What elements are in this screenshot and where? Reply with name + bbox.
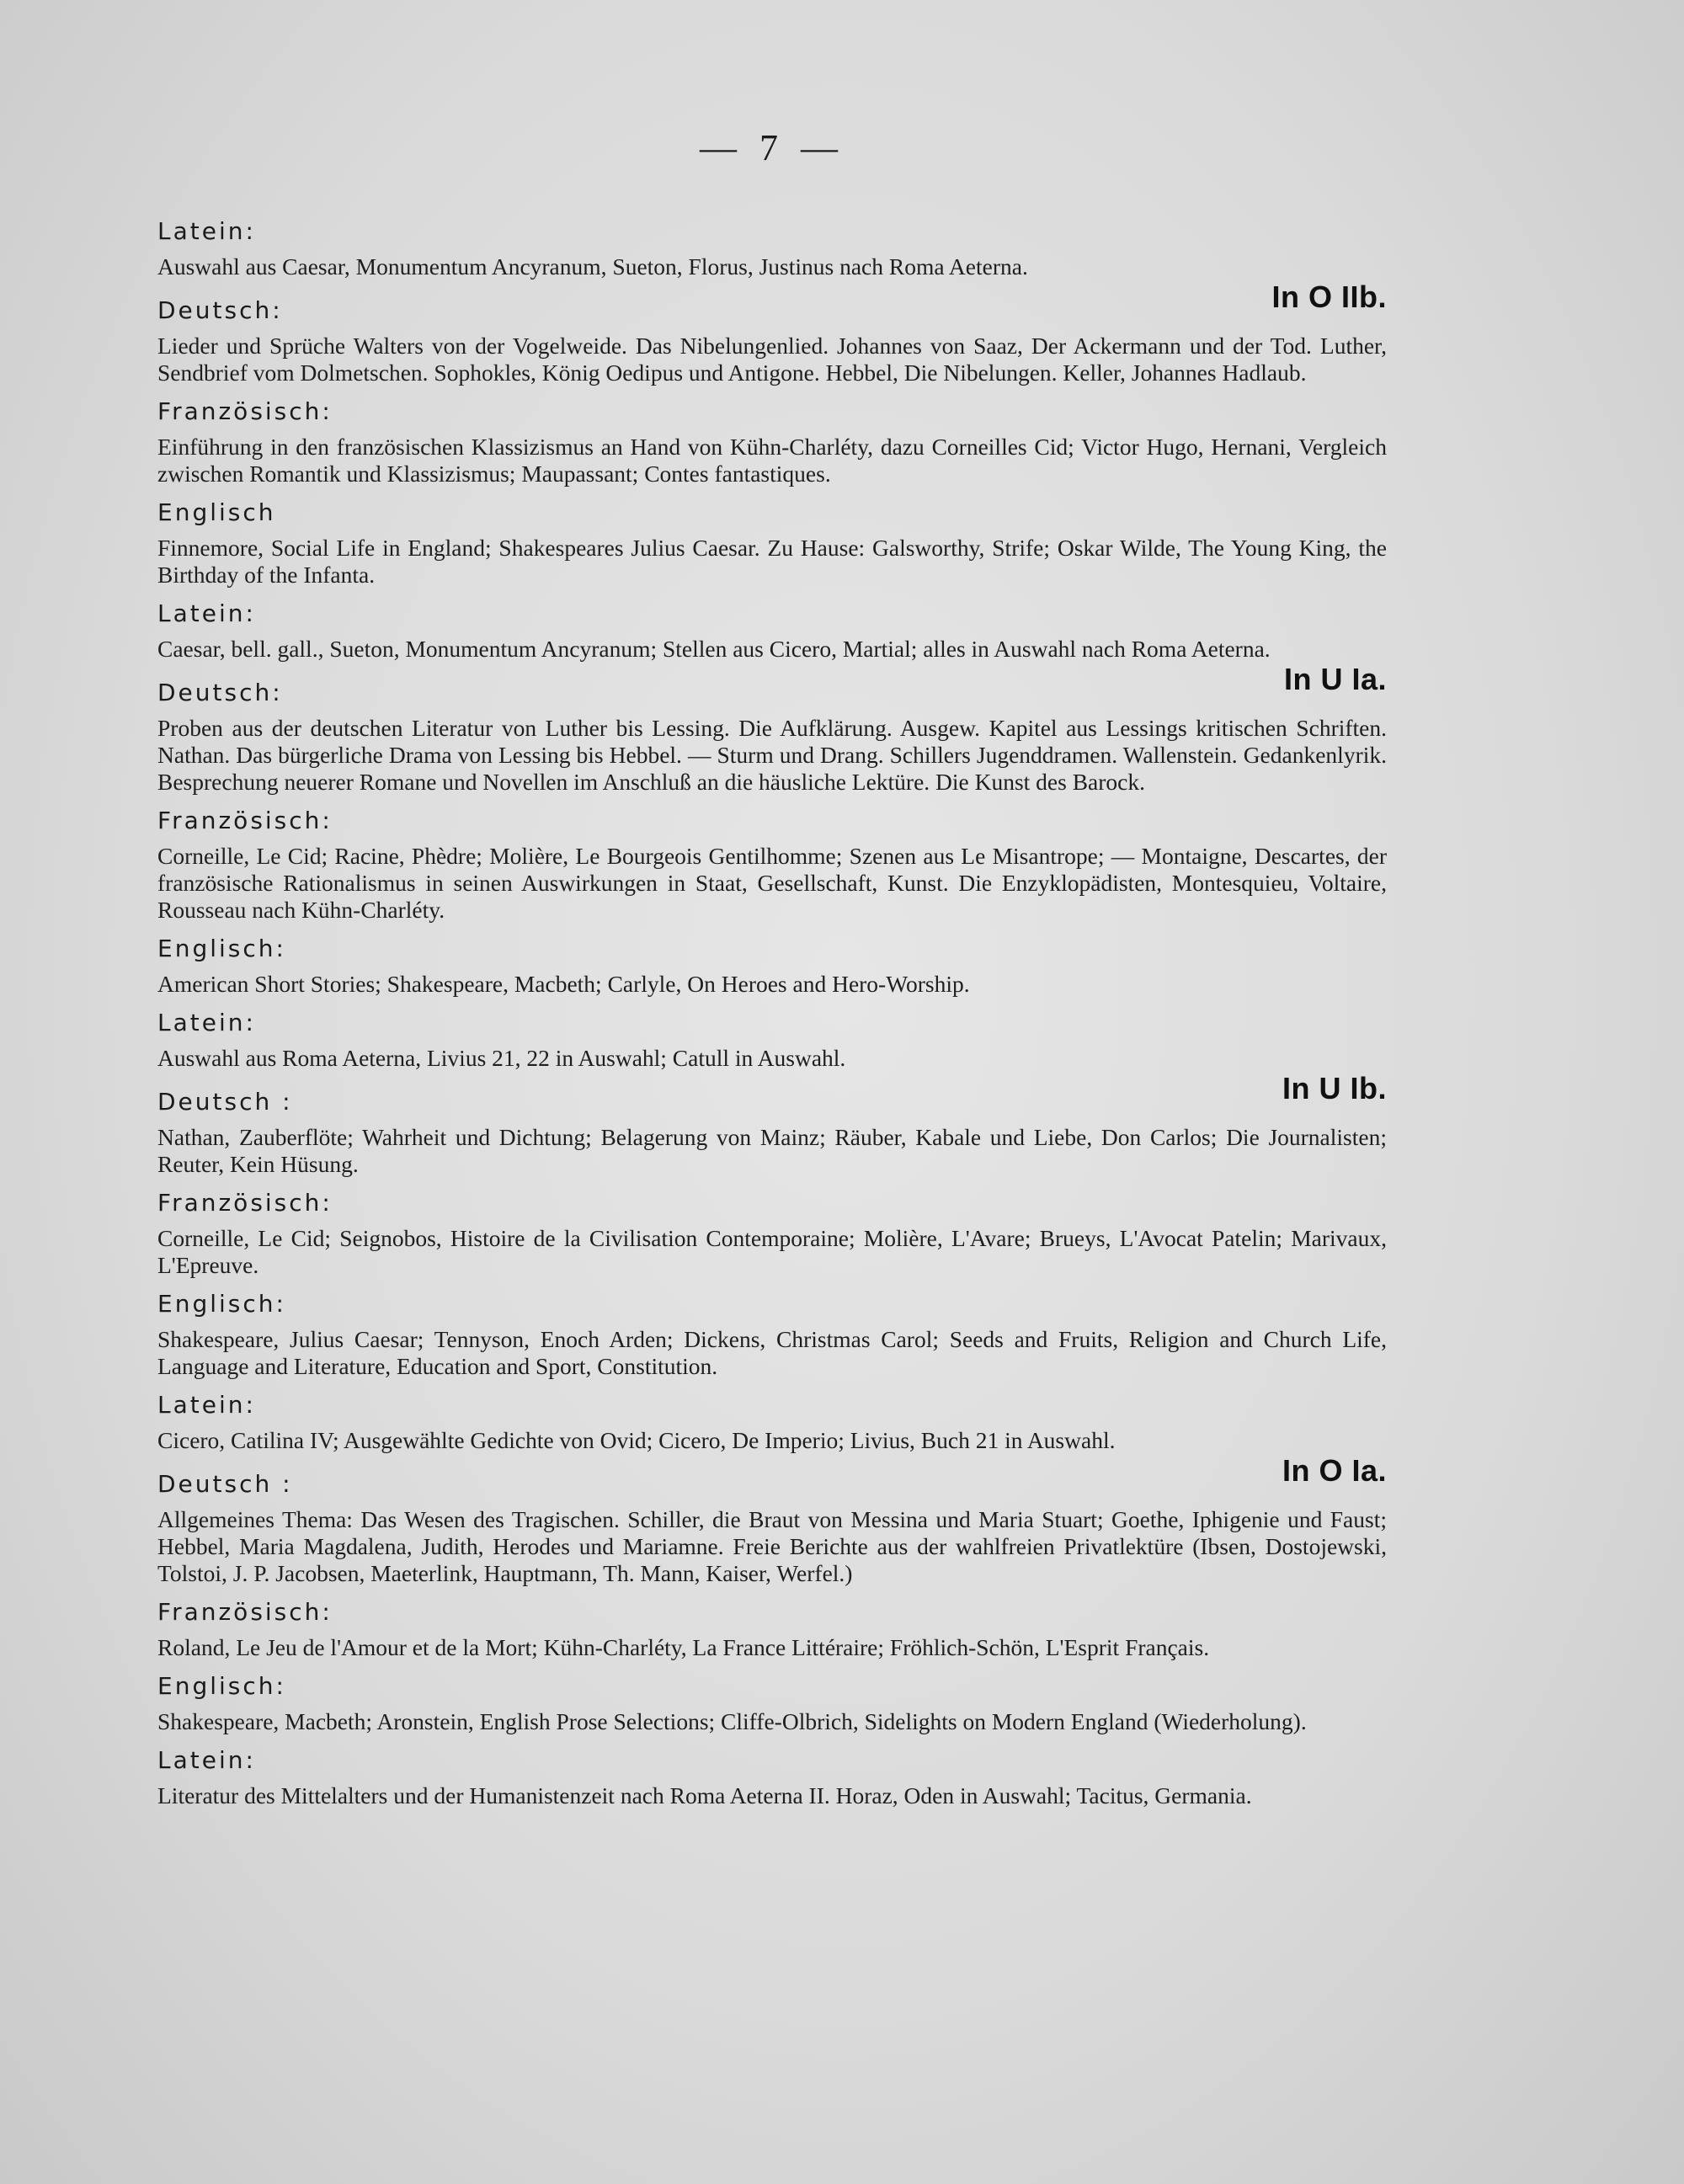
subject-text-englisch: American Short Stories; Shakespeare, Macbeth; Carlyle, On Heroes and Hero-Worship. <box>157 971 970 997</box>
subject-heading-franzoesisch: Französisch: <box>157 397 333 425</box>
subject-heading-franzoesisch: Französisch: <box>157 1189 333 1217</box>
subject-text-latein: Auswahl aus Roma Aeterna, Livius 21, 22 in Auswahl; Catull in Auswahl. <box>157 1045 846 1071</box>
subject-heading-deutsch: Deutsch : <box>157 1088 293 1116</box>
subject-heading-englisch: Englisch: <box>157 1672 286 1700</box>
subject-heading-deutsch: Deutsch: <box>157 296 283 324</box>
subject-text-franzoesisch: Corneille, Le Cid; Seignobos, Histoire de la Civilisation Contemporaine; Molière, L'Avare; Brueys, L'Avocat Patelin; Marivaux, L'Epreuve. <box>157 1225 1387 1278</box>
syllabus-content <box>157 213 1387 1816</box>
subject-text-latein: Cicero, Catilina IV; Ausgewählte Gedichte von Ovid; Cicero, De Imperio; Livius, Buch 21 in Auswahl. <box>157 1427 1116 1453</box>
class-level-o-ia: In O Ia. <box>1282 1453 1387 1488</box>
subject-text-englisch: Shakespeare, Julius Caesar; Tennyson, Enoch Arden; Dickens, Christmas Carol; Seeds and Fruits, Religion and Church Life, Language and Literature, Education and Sport, Constitution. <box>157 1326 1387 1379</box>
subject-heading-englisch: Englisch: <box>157 1290 286 1318</box>
subject-heading-latein: Latein: <box>157 217 256 245</box>
class-level-u-ib: In U Ib. <box>1282 1071 1387 1105</box>
subject-text-deutsch: Lieder und Sprüche Walters von der Vogelweide. Das Nibelungenlied. Johannes von Saaz, Der Ackermann und der Tod. Luther, Sendbrief vom Dolmetschen. Sophokles, König Oedipus und Antigone. Hebbel, Die Nibelungen. Keller, Johannes Hadlaub. <box>157 333 1387 386</box>
subject-text-deutsch: Allgemeines Thema: Das Wesen des Tragischen. Schiller, die Braut von Messina und Maria Stuart; Goethe, Iphigenie und Faust; Hebbel, Maria Magdalena, Judith, Herodes und Mariamne. Freie Berichte aus der wahlfreien Privatlektüre (Ibsen, Dostojewski, Tolstoi, J. P. Jacobsen, Maeterlink, Hauptmann, Th. Mann, Kaiser, Werfel.) <box>157 1506 1387 1586</box>
subject-text-latein: Auswahl aus Caesar, Monumentum Ancyranum, Sueton, Florus, Justinus nach Roma Aeterna. <box>157 253 1028 280</box>
subject-heading-franzoesisch: Französisch: <box>157 1598 333 1626</box>
page-number: — 7 — <box>700 127 845 168</box>
class-level-u-ia: In U Ia. <box>1283 662 1387 696</box>
subject-heading-latein: Latein: <box>157 1746 256 1774</box>
subject-text-latein: Caesar, bell. gall., Sueton, Monumentum Ancyranum; Stellen aus Cicero, Martial; alles in Auswahl nach Roma Aeterna. <box>157 636 1271 662</box>
subject-heading-latein: Latein: <box>157 599 256 627</box>
class-level-o-iib: In O IIb. <box>1271 280 1387 314</box>
subject-text-deutsch: Nathan, Zauberflöte; Wahrheit und Dichtung; Belagerung von Mainz; Räuber, Kabale und Liebe, Don Carlos; Die Journalisten; Reuter, Kein Hüsung. <box>157 1124 1387 1177</box>
subject-text-franzoesisch: Roland, Le Jeu de l'Amour et de la Mort; Kühn-Charléty, La France Littéraire; Fröhlich-Schön, L'Esprit Français. <box>157 1634 1210 1660</box>
subject-heading-latein: Latein: <box>157 1009 256 1036</box>
subject-heading-englisch: Englisch: <box>157 935 286 962</box>
subject-heading-deutsch: Deutsch: <box>157 679 283 706</box>
subject-text-franzoesisch: Einführung in den französischen Klassizismus an Hand von Kühn-Charléty, dazu Corneilles Cid; Victor Hugo, Hernani, Vergleich zwischen Romantik und Klassizismus; Maupassant; Contes fantastiques. <box>157 434 1387 487</box>
subject-heading-latein: Latein: <box>157 1391 256 1419</box>
subject-text-deutsch: Proben aus der deutschen Literatur von Luther bis Lessing. Die Aufklärung. Ausgew. Kapitel aus Lessings kritischen Schriften. Nathan. Das bürgerliche Drama von Lessing bis Hebbel. — Sturm und Drang. Schillers Jugenddramen. Wallenstein. Gedankenlyrik. Besprechung neuerer Romane und Novellen im Anschluß an die häusliche Lektüre. Die Kunst des Barock. <box>157 715 1387 795</box>
subject-text-franzoesisch: Corneille, Le Cid; Racine, Phèdre; Molière, Le Bourgeois Gentilhomme; Szenen aus Le Misantrope; — Montaigne, Descartes, der französische Rationalismus in seinen Auswirkungen in Staat, Gesellschaft, Kunst. Die Enzyklopädisten, Montesquieu, Voltaire, Rousseau nach Kühn-Charléty. <box>157 843 1387 923</box>
subject-text-englisch: Finnemore, Social Life in England; Shakespeares Julius Caesar. Zu Hause: Galsworthy, Strife; Oskar Wilde, The Young King, the Birthday of the Infanta. <box>157 535 1387 588</box>
subject-text-latein: Literatur des Mittelalters und der Humanistenzeit nach Roma Aeterna II. Horaz, Oden in Auswahl; Tacitus, Germania. <box>157 1782 1252 1808</box>
subject-heading-englisch: Englisch <box>157 498 276 526</box>
subject-heading-deutsch: Deutsch : <box>157 1470 293 1498</box>
subject-heading-franzoesisch: Französisch: <box>157 807 333 834</box>
subject-text-englisch: Shakespeare, Macbeth; Aronstein, English Prose Selections; Cliffe-Olbrich, Sidelights on Modern England (Wiederholung). <box>157 1708 1307 1734</box>
